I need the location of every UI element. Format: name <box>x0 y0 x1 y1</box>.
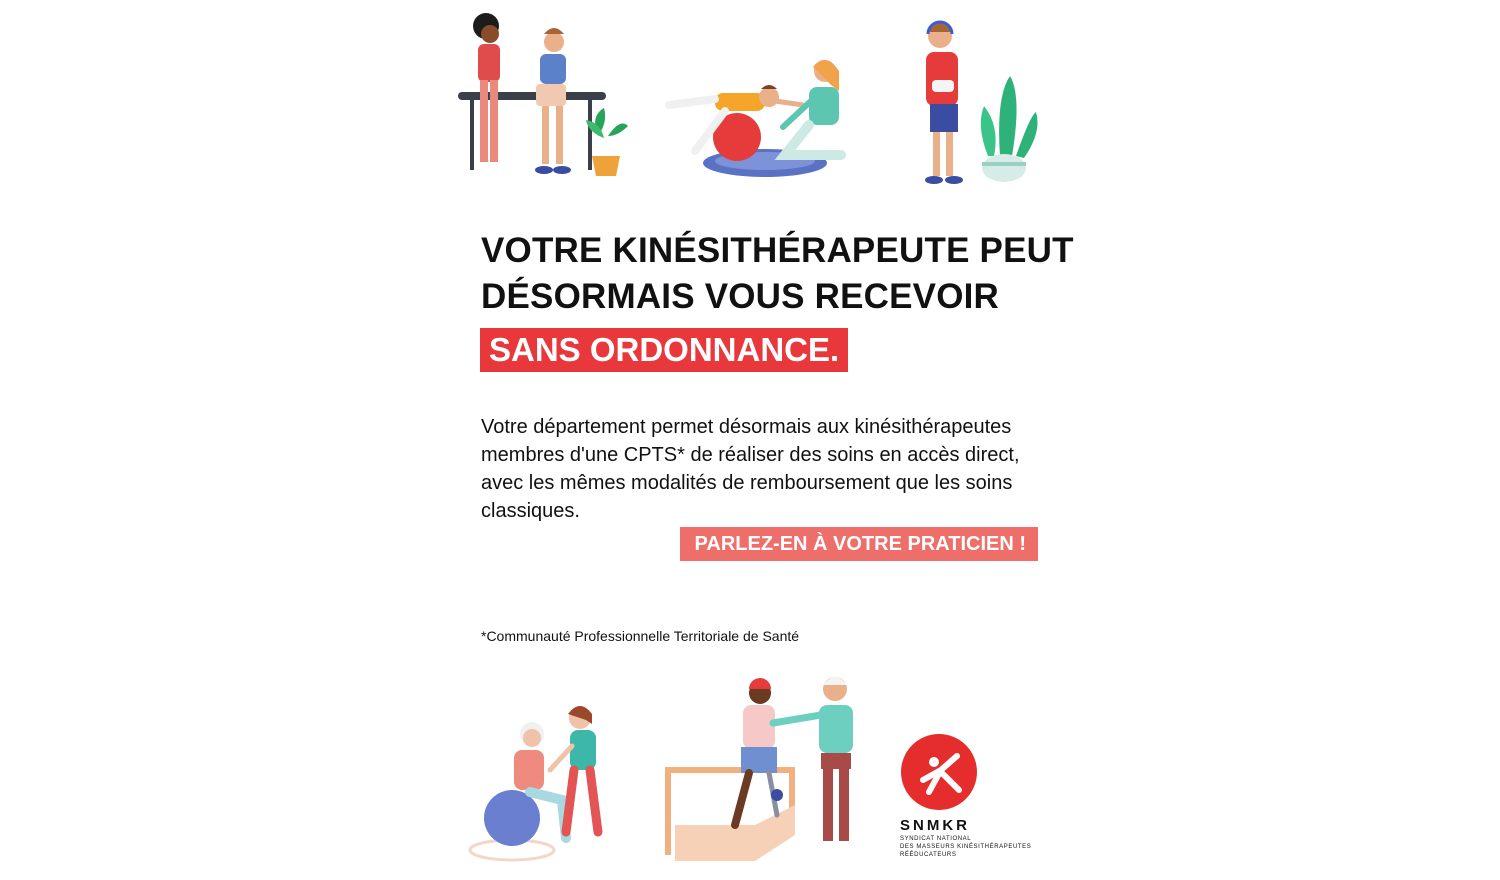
poster <box>440 0 1074 880</box>
arm-sling-patient-icon <box>918 18 1043 190</box>
snmkr-logo <box>900 734 1050 859</box>
parallel-bars-therapy-icon <box>458 6 633 181</box>
headline <box>481 228 1074 320</box>
headline-line: VOTRE KINÉSITHÉRAPEUTE PEUT <box>481 231 1074 270</box>
body-paragraph <box>481 413 1051 525</box>
body-line: avec les mêmes modalités de remboursement que les soins <box>481 472 1013 494</box>
cta-banner: PARLEZ-EN À VOTRE PRATICIEN ! <box>680 527 1038 561</box>
elderly-ball-therapy-icon <box>470 700 630 870</box>
prosthetic-leg-walking-icon <box>665 675 870 870</box>
headline-line: DÉSORMAIS VOUS RECEVOIR <box>481 277 1000 316</box>
body-line: Votre département permet désormais aux kinésithérapeutes <box>481 416 1012 438</box>
logo-name: SNMKR <box>900 817 970 834</box>
logo-mark-icon <box>901 734 977 810</box>
logo-sub-line: SYNDICAT NATIONAL <box>900 836 972 842</box>
body-line: classiques. <box>481 500 580 522</box>
logo-sub-line: RÉÉDUCATEURS <box>900 852 957 858</box>
footnote: *Communauté Professionnelle Territoriale de Santé <box>481 628 800 644</box>
logo-subtitle <box>900 835 1050 859</box>
logo-sub-line: DES MASSEURS KINÉSITHÉRAPEUTES <box>900 844 1032 850</box>
ball-exercise-icon <box>665 55 855 180</box>
body-line: membres d'une CPTS* de réaliser des soins en accès direct, <box>481 444 1020 466</box>
headline-highlight: SANS ORDONNANCE. <box>480 328 848 372</box>
